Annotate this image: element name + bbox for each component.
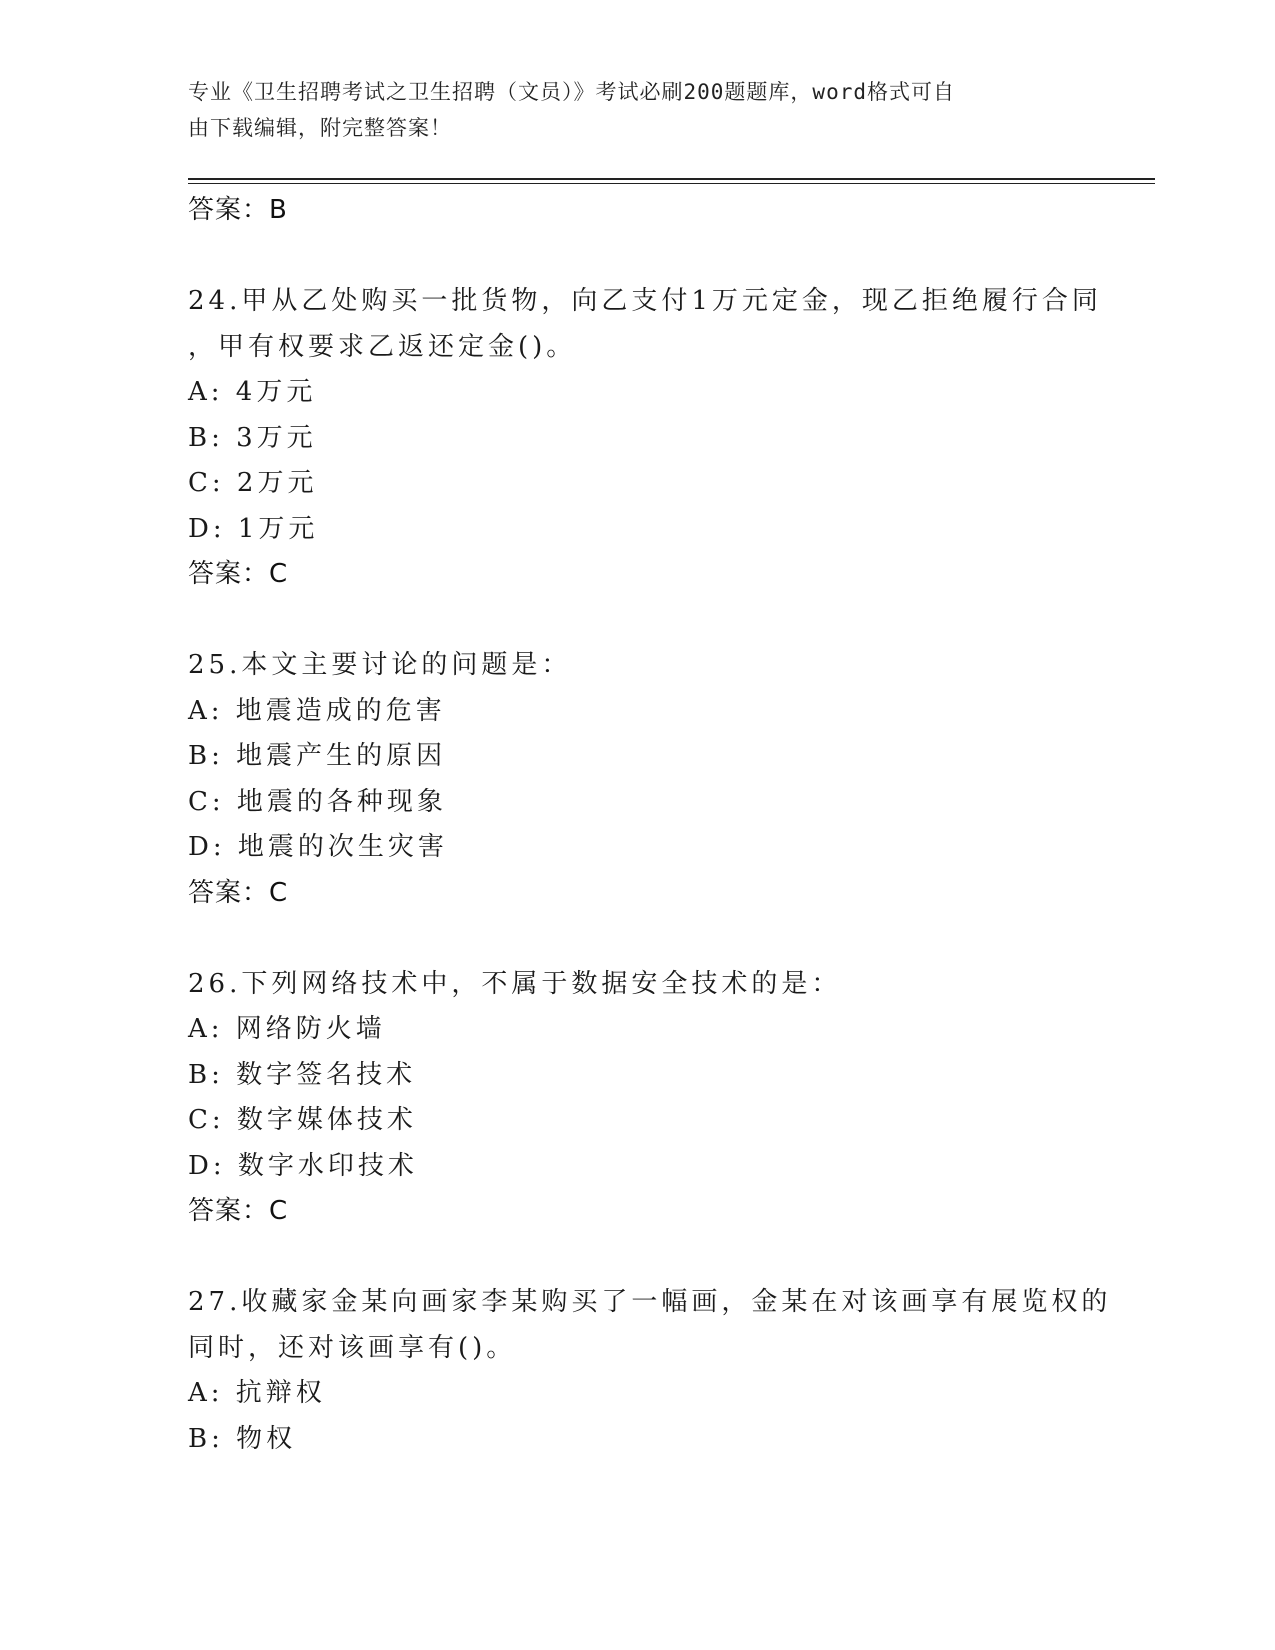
option-d: D: 1万元	[188, 513, 319, 544]
question-27	[188, 1280, 1112, 1462]
option-b: B: 物权	[188, 1423, 297, 1454]
question-text-continued: 同时，还对该画享有()。	[188, 1332, 517, 1363]
option-c: C: 数字媒体技术	[188, 1105, 417, 1135]
option-b: B: 地震产生的原因	[188, 741, 447, 771]
option-a: A: 地震造成的危害	[188, 695, 446, 726]
option-a: A: 4万元	[188, 377, 317, 407]
option-c: C: 2万元	[188, 468, 318, 498]
spacer	[188, 598, 1088, 644]
question-text-continued: ，甲有权要求乙返还定金()。	[188, 331, 577, 362]
option-b: B: 数字签名技术	[188, 1059, 417, 1090]
spacer	[188, 916, 1088, 962]
option-a: A: 网络防火墙	[188, 1014, 386, 1044]
answer: 答案：C	[188, 1196, 289, 1226]
header-rule-thin	[188, 183, 1155, 184]
question-text: 26.下列网络技术中，不属于数据安全技术的是：	[188, 968, 842, 999]
option-a: A: 抗辩权	[188, 1378, 326, 1408]
header-line-1: 专业《卫生招聘考试之卫生招聘（文员）》考试必刷200题题库，word格式可自	[188, 80, 955, 104]
answer: 答案：C	[188, 877, 289, 908]
question-text: 24.甲从乙处购买一批货物，向乙支付1万元定金，现乙拒绝履行合同	[188, 286, 1102, 316]
questions-content	[188, 188, 1112, 1462]
header-line-2: 由下载编辑，附完整答案！	[188, 116, 452, 140]
spacer	[188, 234, 1088, 280]
question-text: 25.本文主要讨论的问题是：	[188, 650, 572, 680]
answer: 答案：C	[188, 559, 289, 589]
spacer	[188, 1235, 1088, 1281]
question-26	[188, 962, 1088, 1235]
option-d: D: 数字水印技术	[188, 1150, 418, 1181]
question-24	[188, 279, 1102, 598]
option-c: C: 地震的各种现象	[188, 786, 447, 817]
option-d: D: 地震的次生灾害	[188, 832, 448, 862]
page-header	[188, 74, 1068, 146]
question-text: 27.收藏家金某向画家李某购买了一幅画，金某在对该画享有展览权的	[188, 1287, 1112, 1317]
previous-answer: 答案：B	[188, 195, 288, 225]
header-rule-thick	[188, 178, 1155, 180]
question-25	[188, 643, 1088, 916]
option-b: B: 3万元	[188, 422, 317, 453]
